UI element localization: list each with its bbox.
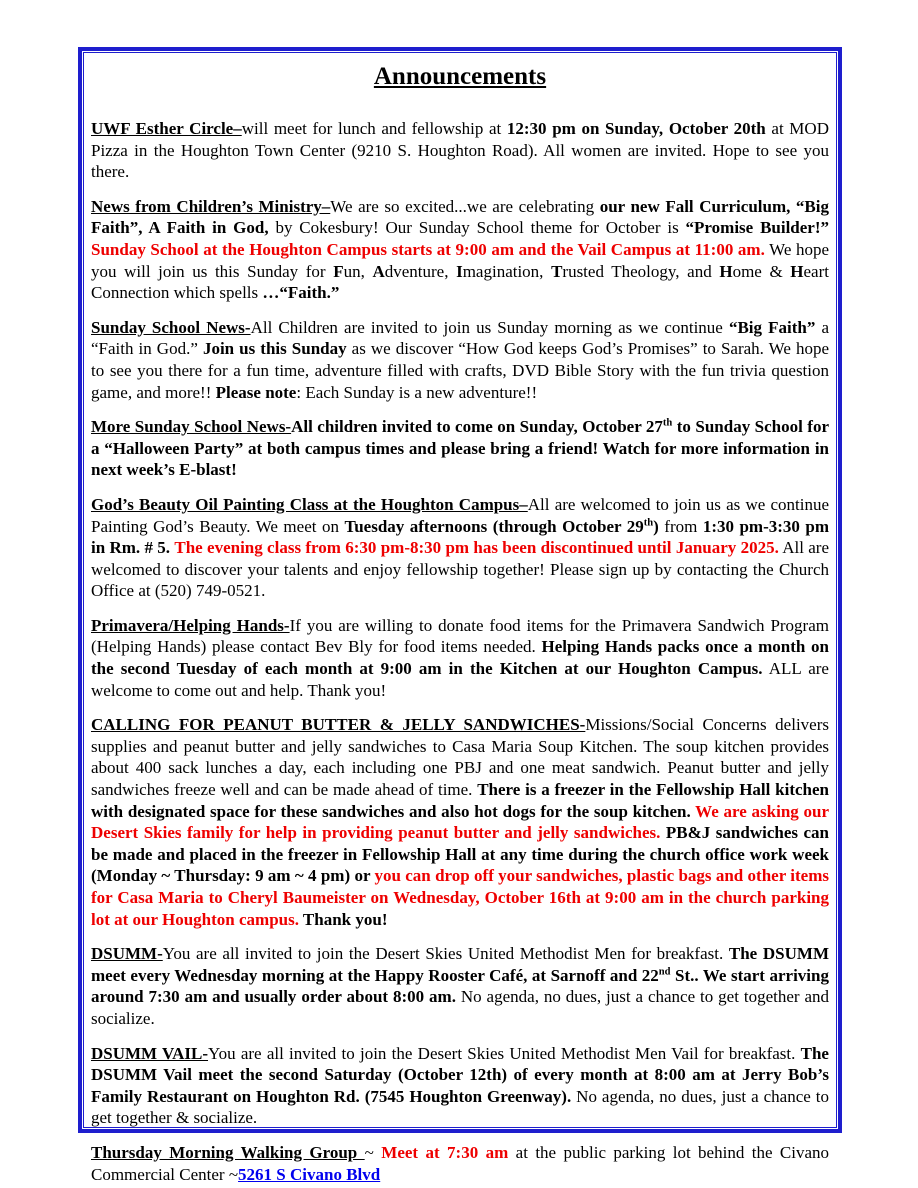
text-run: at the public parking lot behind the Civano Commercial Center ~ — [91, 1142, 834, 1184]
text-run: a “Faith in God.” — [91, 317, 834, 359]
text-run: rusted Theology, and — [562, 261, 720, 281]
section-dsumm-vail — [91, 1043, 834, 1129]
text-run: No agenda, no dues, just a chance to get together & socialize. — [91, 1086, 834, 1128]
section-heading: DSUMM VAIL- — [91, 1043, 209, 1063]
text-run-red: Sunday School at the Houghton Campus starts at 9:00 am and the Vail Campus at 11:00 am. — [91, 239, 765, 259]
text-run-red: The evening class from 6:30 pm-8:30 pm has been discontinued until January 2025. — [174, 538, 779, 558]
text-run-bold: Join us this Sunday — [202, 339, 347, 359]
section-heading: God’s Beauty Oil Painting Class at the Houghton Campus– — [91, 494, 528, 514]
section-sunday-school-news — [91, 317, 834, 403]
section-more-sunday-school-news — [91, 416, 834, 481]
text-run-bold: …“Faith.” — [262, 283, 340, 303]
page-title: Announcements — [373, 63, 547, 90]
text-run-bold: All children invited to come on Sunday, October 27 — [291, 417, 663, 437]
text-run-bold: 1:30 pm-3:30 pm in Rm. # 5. — [91, 516, 834, 558]
text-run: All are welcomed to discover your talents and enjoy fellowship together! Please sign up by contacting the Church Office at (520) 749-0521. — [91, 538, 834, 601]
text-run: from — [658, 516, 703, 536]
text-run-bold: Helping Hands packs once a month on the second Tuesday of each month at 9:00 am in the Kitchen at our Houghton Campus. — [91, 637, 834, 679]
announcements-body — [91, 118, 834, 1185]
text-run-bold: Thank you! — [302, 909, 388, 929]
text-run-bold: to Sunday School for a “Halloween Party” at both campus times and please bring a friend! Watch for more information in next week’s E-blast! — [91, 417, 834, 480]
superscript: th — [643, 516, 654, 528]
section-heading: Thursday Morning Walking Group — [91, 1142, 365, 1162]
page-border-inner — [83, 52, 837, 1184]
section-uwf-esther-circle — [91, 118, 834, 183]
section-primavera-helping-hands — [91, 615, 834, 701]
text-run-bold: The DSUMM meet every Wednesday morning at the Happy Rooster Café, at Sarnoff and 22 — [91, 944, 834, 985]
text-run: You are all invited to join the Desert Skies United Methodist Men Vail for breakfast. — [208, 1043, 801, 1063]
section-heading: Primavera/Helping Hands- — [91, 615, 290, 635]
text-run: at MOD Pizza in the Houghton Town Center (9210 S. Houghton Road). All women are invited. Hope to see you there. — [91, 119, 834, 182]
text-run: ome & — [732, 261, 791, 281]
section-oil-painting-class — [91, 494, 834, 602]
page-border-outer — [78, 47, 842, 1184]
text-run-bold: The DSUMM Vail meet the second Saturday (October 12th) of every month at 8:00 am at Jerry Bob’s Family Restaurant on Houghton Rd. (7545 Houghton Greenway). — [91, 1043, 834, 1106]
text-run: Missions/Social Concerns delivers supplies and peanut butter and jelly sandwiches to Casa Maria Soup Kitchen. The soup kitchen provides about 400 sack lunches a day, each including one PBJ and one meat sandwich. Peanut butter and jelly sandwiches freeze well and can be made ahead of time. — [91, 715, 834, 800]
section-heading: More Sunday School News- — [91, 417, 292, 437]
section-heading: DSUMM- — [91, 944, 163, 964]
text-run: by Cokesbury! Our Sunday School theme for October is — [268, 218, 686, 238]
text-run-bold: PB&J sandwiches can be made and placed in the freezer in Fellowship Hall at any time during the church office work week (Monday ~ Thursday: 9 am ~ 4 pm) or — [91, 823, 834, 886]
section-heading: News from Children’s Ministry– — [91, 196, 331, 216]
text-run-bold: There is a freezer in the Fellowship Hall kitchen with designated space for these sandwiches and also hot dogs for the soup kitchen. — [91, 780, 834, 821]
section-walking-group — [91, 1142, 834, 1185]
section-heading: CALLING FOR PEANUT BUTTER & JELLY SANDWICHES- — [91, 715, 586, 735]
text-run-bold: H — [790, 261, 804, 281]
text-run-bold: St.. We start arriving around 7:30 am and usually order about 8:00 am. — [91, 965, 834, 1007]
text-run-bold: 12:30 pm on Sunday, October 20th — [506, 119, 766, 138]
text-run: All Children are invited to join us Sunday morning as we continue — [250, 317, 729, 337]
text-run-bold: ) — [653, 516, 659, 536]
text-run-bold: I — [456, 261, 463, 281]
text-run: ~ — [364, 1142, 382, 1162]
section-pbj-sandwiches — [91, 714, 834, 930]
text-run: If you are willing to donate food items for the Primavera Sandwich Program (Helping Hands) please contact Bev Bly for food items needed. — [91, 615, 834, 657]
section-heading: UWF Esther Circle– — [91, 119, 242, 138]
superscript: nd — [658, 966, 671, 978]
section-childrens-ministry — [91, 196, 834, 304]
text-run-bold: F — [333, 261, 344, 281]
text-run-red: Meet at 7:30 am — [381, 1142, 509, 1162]
text-run-bold: “Big Faith” — [728, 317, 816, 337]
text-run: dventure, — [384, 261, 457, 281]
text-run-bold: T — [551, 261, 563, 281]
section-dsumm — [91, 943, 834, 1029]
text-run: magination, — [462, 261, 552, 281]
text-run-bold: Tuesday afternoons (through October 29 — [344, 516, 644, 536]
text-run: will meet for lunch and fellowship at — [241, 119, 507, 138]
text-run: eart Connection which spells — [91, 261, 834, 303]
text-run: un, — [343, 261, 373, 281]
text-run: : Each Sunday is a new adventure!! — [296, 382, 538, 402]
section-heading: Sunday School News- — [91, 317, 251, 337]
text-run: All are welcomed to join us as we continue Painting God’s Beauty. We meet on — [91, 494, 834, 536]
text-run: as we discover “How God keeps God’s Promises” to Sarah. We hope to see you there for a fun time, adventure filled with crafts, DVD Bible Story with the fun trivia question game, and more!! — [91, 339, 834, 402]
text-run: No agenda, no dues, just a chance to get together and socialize. — [91, 987, 834, 1028]
civano-blvd-link[interactable]: 5261 S Civano Blvd — [238, 1164, 381, 1184]
text-run-bold: A — [372, 261, 385, 281]
text-run: We are so excited...we are celebrating — [330, 196, 600, 216]
text-run: You are all invited to join the Desert Skies United Methodist Men for breakfast. — [162, 944, 729, 964]
text-run — [829, 218, 833, 237]
text-run-bold: H — [719, 261, 733, 281]
superscript: th — [662, 417, 673, 429]
text-run: ALL are welcome to come out and help. Thank you! — [91, 659, 834, 700]
text-run-bold: “Promise Builder!” — [685, 218, 830, 238]
text-run-bold: Please note — [215, 382, 297, 402]
text-run-red: We are asking our Desert Skies family for help in providing peanut butter and jelly sandwiches. — [91, 801, 834, 843]
text-run-red: you can drop off your sandwiches, plastic bags and other items for Casa Maria to Cheryl Baumeister on Wednesday, October 16th at 9:00 am in the church parking lot at our Houghton campus. — [91, 866, 834, 929]
text-run: We hope you will join us this Sunday for — [91, 239, 834, 281]
text-run-bold: our new Fall Curriculum, “Big Faith”, A Faith in God, — [91, 196, 834, 238]
